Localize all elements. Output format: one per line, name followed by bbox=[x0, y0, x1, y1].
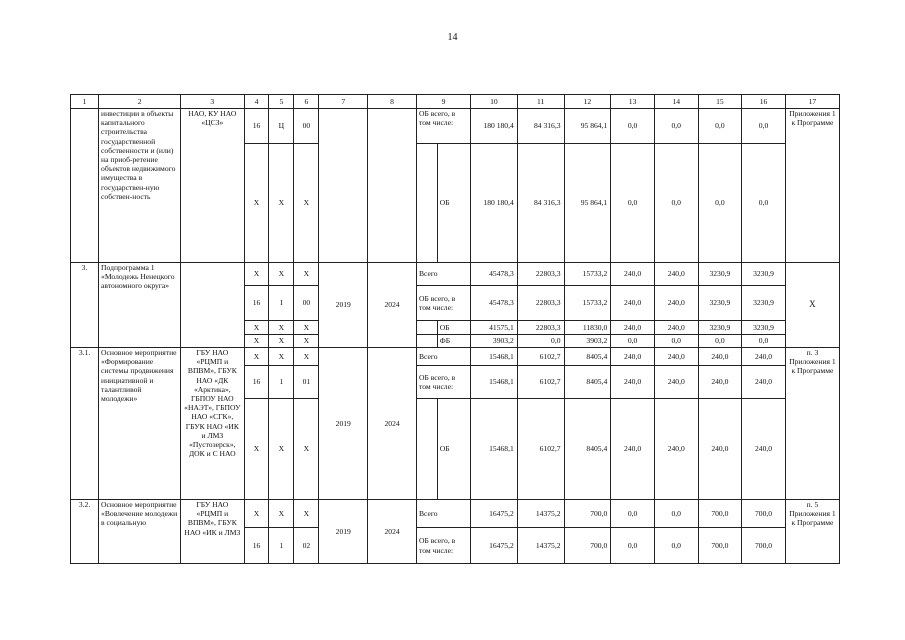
code-cell: 1 bbox=[269, 366, 294, 399]
indent-cell bbox=[416, 321, 437, 335]
header-cell: 7 bbox=[319, 95, 368, 109]
table-row bbox=[71, 348, 840, 366]
code-cell: X bbox=[244, 335, 269, 348]
code-cell: 00 bbox=[294, 109, 319, 144]
value-cell: 240,0 bbox=[611, 263, 655, 286]
code-cell: 01 bbox=[294, 366, 319, 399]
value-cell: 8405,4 bbox=[564, 348, 611, 366]
header-cell: 2 bbox=[99, 95, 181, 109]
value-cell: 3230,9 bbox=[742, 321, 786, 335]
code-cell: X bbox=[244, 399, 269, 500]
value-cell: 15468,1 bbox=[471, 399, 518, 500]
funding-source-cell: ОБ bbox=[437, 399, 470, 500]
value-cell: 0,0 bbox=[611, 144, 655, 263]
value-cell: 84 316,3 bbox=[517, 109, 564, 144]
row-number-cell bbox=[71, 109, 99, 263]
value-cell: 240,0 bbox=[654, 399, 698, 500]
value-cell: 8405,4 bbox=[564, 366, 611, 399]
value-cell: 0,0 bbox=[654, 500, 698, 528]
value-cell: 240,0 bbox=[654, 348, 698, 366]
value-cell: 95 864,1 bbox=[564, 109, 611, 144]
value-cell: 700,0 bbox=[698, 500, 742, 528]
reference-cell: п. 3 Приложения 1 к Программе bbox=[785, 348, 839, 500]
code-cell: X bbox=[294, 263, 319, 286]
code-cell: X bbox=[294, 399, 319, 500]
value-cell: 14375,2 bbox=[517, 500, 564, 528]
funding-source-cell: ОБ всего, в том числе: bbox=[416, 286, 470, 321]
indent-cell bbox=[416, 335, 437, 348]
header-cell: 3 bbox=[181, 95, 244, 109]
value-cell: 3230,9 bbox=[742, 286, 786, 321]
code-cell: 16 bbox=[244, 528, 269, 564]
executor-cell bbox=[181, 263, 244, 348]
value-cell: 700,0 bbox=[564, 528, 611, 564]
value-cell: 180 180,4 bbox=[471, 109, 518, 144]
value-cell: 240,0 bbox=[698, 366, 742, 399]
value-cell: 0,0 bbox=[654, 109, 698, 144]
code-cell: X bbox=[269, 263, 294, 286]
value-cell: 0,0 bbox=[654, 144, 698, 263]
value-cell: 15733,2 bbox=[564, 263, 611, 286]
value-cell: 240,0 bbox=[654, 263, 698, 286]
activity-name-cell: инвестиции в объекты капитального строительства государственной собственности и (или) на приоб-ретение объектов недвижимого имущества в государствен-ную собствен-ность bbox=[99, 109, 181, 263]
value-cell: 0,0 bbox=[517, 335, 564, 348]
page-number: 14 bbox=[447, 32, 458, 43]
value-cell: 240,0 bbox=[698, 399, 742, 500]
value-cell: 95 864,1 bbox=[564, 144, 611, 263]
program-finance-table bbox=[70, 94, 840, 564]
funding-source-cell: Всего bbox=[416, 500, 470, 528]
start-year-cell: 2019 bbox=[319, 500, 368, 564]
code-cell: X bbox=[269, 144, 294, 263]
value-cell: 0,0 bbox=[742, 109, 786, 144]
value-cell: 240,0 bbox=[611, 366, 655, 399]
value-cell: 700,0 bbox=[742, 500, 786, 528]
value-cell: 11830,0 bbox=[564, 321, 611, 335]
value-cell: 41575,1 bbox=[471, 321, 518, 335]
executor-cell: НАО, КУ НАО «ЦСЗ» bbox=[181, 109, 244, 263]
funding-source-cell: ФБ bbox=[437, 335, 470, 348]
code-cell: X bbox=[244, 144, 269, 263]
value-cell: 240,0 bbox=[654, 286, 698, 321]
code-cell: X bbox=[244, 500, 269, 528]
end-year-cell bbox=[368, 109, 417, 263]
code-cell: X bbox=[294, 144, 319, 263]
code-cell: X bbox=[294, 500, 319, 528]
table-row bbox=[71, 500, 840, 528]
header-cell: 16 bbox=[742, 95, 786, 109]
code-cell: 16 bbox=[244, 366, 269, 399]
header-cell: 1 bbox=[71, 95, 99, 109]
table-row bbox=[71, 263, 840, 286]
header-cell: 4 bbox=[244, 95, 269, 109]
funding-source-cell: Всего bbox=[416, 348, 470, 366]
code-cell: X bbox=[269, 348, 294, 366]
indent-cell bbox=[416, 399, 437, 500]
funding-source-cell: ОБ всего, в том числе: bbox=[416, 109, 470, 144]
code-cell: 16 bbox=[244, 109, 269, 144]
indent-cell bbox=[416, 144, 437, 263]
code-cell: X bbox=[269, 321, 294, 335]
value-cell: 240,0 bbox=[611, 321, 655, 335]
funding-source-cell: ОБ bbox=[437, 144, 470, 263]
header-cell: 14 bbox=[654, 95, 698, 109]
value-cell: 3230,9 bbox=[698, 286, 742, 321]
value-cell: 240,0 bbox=[654, 366, 698, 399]
value-cell: 0,0 bbox=[742, 335, 786, 348]
header-cell: 10 bbox=[471, 95, 518, 109]
value-cell: 0,0 bbox=[654, 528, 698, 564]
value-cell: 3903,2 bbox=[471, 335, 518, 348]
header-cell: 9 bbox=[416, 95, 470, 109]
value-cell: 0,0 bbox=[611, 500, 655, 528]
value-cell: 3230,9 bbox=[698, 263, 742, 286]
value-cell: 15468,1 bbox=[471, 348, 518, 366]
value-cell: 0,0 bbox=[742, 144, 786, 263]
funding-source-cell: ОБ всего, в том числе: bbox=[416, 366, 470, 399]
funding-source-cell: ОБ bbox=[437, 321, 470, 335]
reference-cell: п. 5 Приложения 1 к Программе bbox=[785, 500, 839, 564]
start-year-cell bbox=[319, 109, 368, 263]
value-cell: 0,0 bbox=[611, 109, 655, 144]
code-cell: X bbox=[269, 335, 294, 348]
activity-name-cell: Основное мероприятие «Вовлечение молодежи в социальную bbox=[99, 500, 181, 564]
value-cell: 6102,7 bbox=[517, 399, 564, 500]
code-cell: X bbox=[244, 348, 269, 366]
activity-name-cell: Основное мероприятие «Формирование системы продвижения инициативной и талантливой молодежи» bbox=[99, 348, 181, 500]
code-cell: X bbox=[294, 335, 319, 348]
value-cell: 22803,3 bbox=[517, 286, 564, 321]
value-cell: 16475,2 bbox=[471, 500, 518, 528]
value-cell: 45478,3 bbox=[471, 263, 518, 286]
header-cell: 11 bbox=[517, 95, 564, 109]
code-cell: 00 bbox=[294, 286, 319, 321]
header-cell: 15 bbox=[698, 95, 742, 109]
value-cell: 0,0 bbox=[698, 144, 742, 263]
reference-cell: X bbox=[785, 263, 839, 348]
end-year-cell: 2024 bbox=[368, 263, 417, 348]
value-cell: 45478,3 bbox=[471, 286, 518, 321]
value-cell: 240,0 bbox=[611, 348, 655, 366]
value-cell: 6102,7 bbox=[517, 348, 564, 366]
code-cell: X bbox=[269, 399, 294, 500]
reference-cell: Приложения 1 к Программе bbox=[785, 109, 839, 263]
row-number-cell: 3. bbox=[71, 263, 99, 348]
start-year-cell: 2019 bbox=[319, 263, 368, 348]
activity-name-cell: Подпрограмма 1 «Молодежь Ненецкого автономного округа» bbox=[99, 263, 181, 348]
code-cell: X bbox=[244, 321, 269, 335]
funding-source-cell: ОБ всего, в том числе: bbox=[416, 528, 470, 564]
value-cell: 15468,1 bbox=[471, 366, 518, 399]
value-cell: 22803,3 bbox=[517, 263, 564, 286]
value-cell: 0,0 bbox=[611, 528, 655, 564]
value-cell: 240,0 bbox=[654, 321, 698, 335]
header-cell: 8 bbox=[368, 95, 417, 109]
value-cell: 240,0 bbox=[611, 286, 655, 321]
header-cell: 12 bbox=[564, 95, 611, 109]
value-cell: 240,0 bbox=[611, 399, 655, 500]
code-cell: X bbox=[244, 263, 269, 286]
value-cell: 84 316,3 bbox=[517, 144, 564, 263]
value-cell: 8405,4 bbox=[564, 399, 611, 500]
header-row bbox=[71, 95, 840, 109]
value-cell: 700,0 bbox=[742, 528, 786, 564]
end-year-cell: 2024 bbox=[368, 500, 417, 564]
value-cell: 3903,2 bbox=[564, 335, 611, 348]
row-number-cell: 3.2. bbox=[71, 500, 99, 564]
value-cell: 0,0 bbox=[611, 335, 655, 348]
value-cell: 240,0 bbox=[742, 366, 786, 399]
value-cell: 6102,7 bbox=[517, 366, 564, 399]
value-cell: 700,0 bbox=[564, 500, 611, 528]
code-cell: 1 bbox=[269, 528, 294, 564]
start-year-cell: 2019 bbox=[319, 348, 368, 500]
value-cell: 0,0 bbox=[654, 335, 698, 348]
value-cell: 0,0 bbox=[698, 109, 742, 144]
table-row bbox=[71, 109, 840, 144]
funding-source-cell: Всего bbox=[416, 263, 470, 286]
code-cell: X bbox=[269, 500, 294, 528]
value-cell: 16475,2 bbox=[471, 528, 518, 564]
value-cell: 240,0 bbox=[742, 348, 786, 366]
header-cell: 13 bbox=[611, 95, 655, 109]
header-cell: 6 bbox=[294, 95, 319, 109]
code-cell: X bbox=[294, 348, 319, 366]
value-cell: 240,0 bbox=[698, 348, 742, 366]
code-cell: Ц bbox=[269, 109, 294, 144]
value-cell: 14375,2 bbox=[517, 528, 564, 564]
row-number-cell: 3.1. bbox=[71, 348, 99, 500]
code-cell: I bbox=[269, 286, 294, 321]
value-cell: 3230,9 bbox=[698, 321, 742, 335]
executor-cell: ГБУ НАО «РЦМП и ВПВМ», ГБУК НАО «ИК и ЛМЗ bbox=[181, 500, 244, 564]
value-cell: 22803,3 bbox=[517, 321, 564, 335]
header-cell: 17 bbox=[785, 95, 839, 109]
executor-cell: ГБУ НАО «РЦМП и ВПВМ», ГБУК НАО «ДК «Арктика», ГБПОУ НАО «НАЭТ», ГБПОУ НАО «СГК», ГБУК НАО «ИК и ЛМЗ «Пустозерск», ДОК и С НАО bbox=[181, 348, 244, 500]
code-cell: 02 bbox=[294, 528, 319, 564]
end-year-cell: 2024 bbox=[368, 348, 417, 500]
code-cell: 16 bbox=[244, 286, 269, 321]
code-cell: X bbox=[294, 321, 319, 335]
value-cell: 0,0 bbox=[698, 335, 742, 348]
value-cell: 3230,9 bbox=[742, 263, 786, 286]
value-cell: 700,0 bbox=[698, 528, 742, 564]
value-cell: 15733,2 bbox=[564, 286, 611, 321]
header-cell: 5 bbox=[269, 95, 294, 109]
value-cell: 240,0 bbox=[742, 399, 786, 500]
value-cell: 180 180,4 bbox=[471, 144, 518, 263]
